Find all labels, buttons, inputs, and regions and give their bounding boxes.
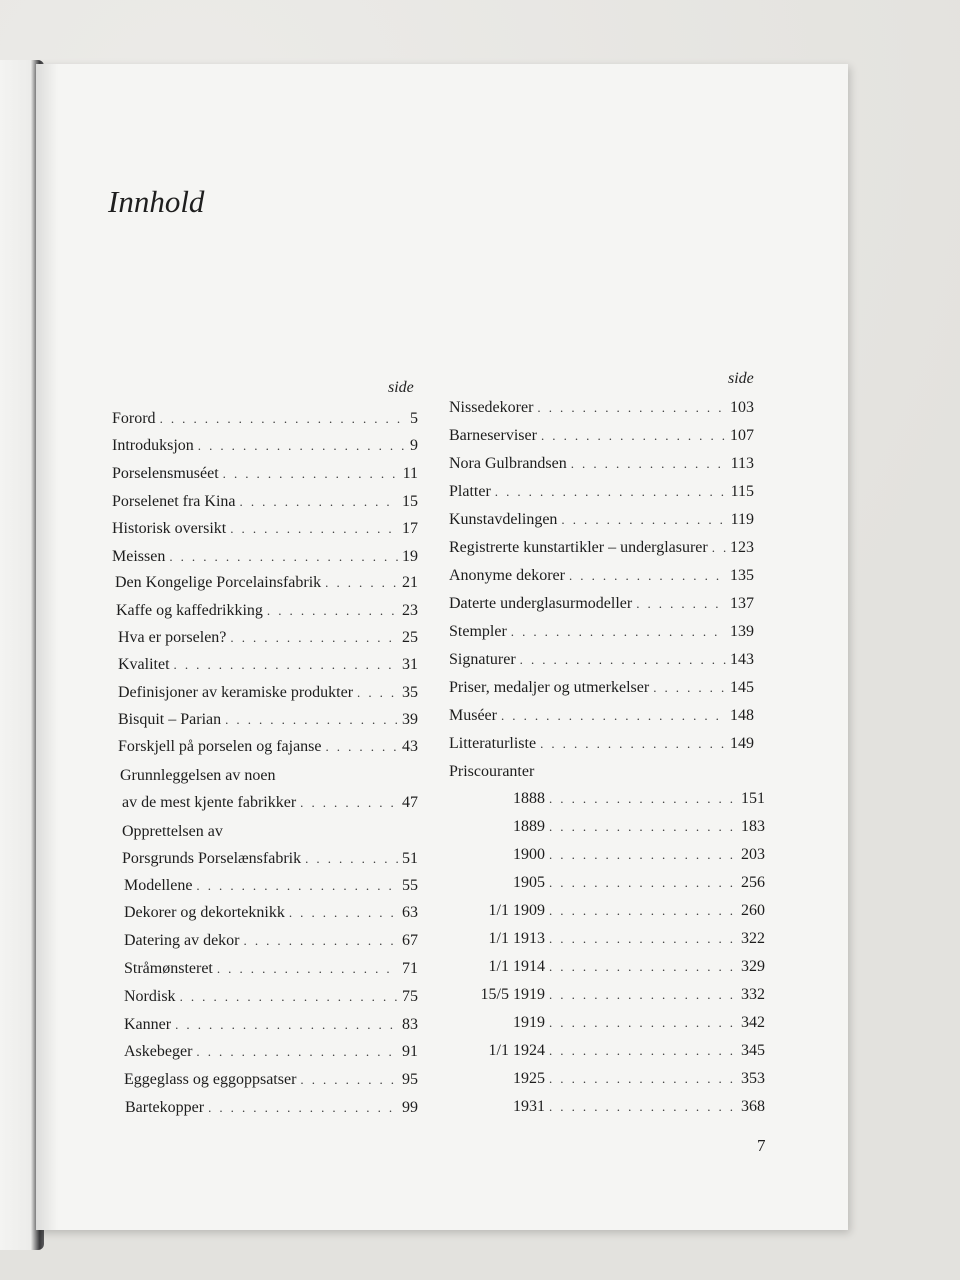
toc-row <box>470 1042 765 1064</box>
toc-page-number: 256 <box>741 874 765 891</box>
toc-entry-title: av de mest kjente fabrikker <box>122 794 297 811</box>
toc-row <box>115 574 418 596</box>
dot-leader <box>712 540 726 556</box>
toc-page-number: 107 <box>730 427 754 444</box>
toc-row <box>470 958 765 980</box>
toc-page-number: 67 <box>402 932 418 949</box>
toc-entry-title: Porselenet fra Kina <box>112 493 236 510</box>
toc-row <box>470 846 765 868</box>
right-side-label: side <box>728 370 754 387</box>
dot-leader <box>520 652 726 668</box>
toc-page-number: 322 <box>741 930 765 947</box>
toc-entry-title: Nordisk <box>124 988 176 1005</box>
dot-leader <box>244 933 398 949</box>
toc-row <box>470 1014 765 1036</box>
toc-entry-title: Porselensmuséet <box>112 465 219 482</box>
toc-row <box>449 763 754 785</box>
toc-row <box>118 738 418 760</box>
dot-leader <box>540 736 726 752</box>
toc-entry-title: Barneserviser <box>449 427 537 444</box>
toc-row <box>124 1043 418 1065</box>
toc-row <box>470 902 765 924</box>
toc-entry-title: Den Kongelige Porcelainsfabrik <box>115 574 322 591</box>
toc-page-number: 103 <box>730 399 754 416</box>
toc-row <box>122 794 418 816</box>
toc-entry-title: Bartekopper <box>125 1099 205 1116</box>
toc-entry-title: Registrerte kunstartikler – underglasurer <box>449 539 708 556</box>
dot-leader <box>325 575 398 591</box>
toc-row <box>449 427 754 449</box>
toc-page-number: 115 <box>730 483 754 500</box>
toc-entry-title: Priscouranter <box>449 763 535 780</box>
toc-page-number: 119 <box>730 511 754 528</box>
toc-entry-title: Hva er porselen? <box>118 629 227 646</box>
toc-row <box>118 656 418 678</box>
dot-leader <box>549 903 737 919</box>
toc-page-number: 99 <box>402 1099 418 1116</box>
toc-page-number: 135 <box>730 567 754 584</box>
toc-entry-title: Opprettelsen av <box>122 823 223 840</box>
dot-leader <box>537 400 726 416</box>
dot-leader <box>196 878 398 894</box>
toc-date: 1900 <box>513 846 545 863</box>
toc-page-number: 83 <box>402 1016 418 1033</box>
toc-row <box>124 988 418 1010</box>
toc-entry-title: Dekorer og dekorteknikk <box>124 904 285 921</box>
dot-leader <box>549 1099 737 1115</box>
toc-row <box>122 850 418 872</box>
toc-entry-title: Daterte underglasurmodeller <box>449 595 633 612</box>
toc-row <box>112 465 418 487</box>
toc-page-number: 11 <box>402 465 418 482</box>
toc-row <box>449 567 754 589</box>
toc-page-number: 63 <box>402 904 418 921</box>
toc-row <box>449 707 754 729</box>
toc-entry-title: Eggeglass og eggoppsatser <box>124 1071 297 1088</box>
dot-leader <box>357 685 398 701</box>
toc-page-number: 368 <box>741 1098 765 1115</box>
toc-row <box>449 399 754 421</box>
toc-row <box>470 790 765 812</box>
toc-date: 1925 <box>513 1070 545 1087</box>
toc-page-number: 260 <box>741 902 765 919</box>
toc-entry-title: Definisjoner av keramiske produkter <box>118 684 354 701</box>
dot-leader <box>169 549 398 565</box>
toc-row <box>470 986 765 1008</box>
dot-leader <box>196 1044 398 1060</box>
toc-row <box>449 679 754 701</box>
toc-date: 1888 <box>513 790 545 807</box>
dot-leader <box>549 1015 737 1031</box>
toc-row <box>118 629 418 651</box>
dot-leader <box>549 987 737 1003</box>
toc-page-number: 345 <box>741 1042 765 1059</box>
toc-row <box>449 455 754 477</box>
toc-page-number: 39 <box>402 711 418 728</box>
toc-row <box>118 684 418 706</box>
dot-leader <box>300 1072 398 1088</box>
toc-row <box>449 539 754 561</box>
dot-leader <box>561 512 726 528</box>
toc-entry-title: Kanner <box>124 1016 172 1033</box>
toc-row <box>470 930 765 952</box>
toc-page-number: 15 <box>402 493 418 510</box>
toc-row <box>118 711 418 733</box>
dot-leader <box>300 795 398 811</box>
dot-leader <box>549 931 737 947</box>
dot-leader <box>326 739 399 755</box>
toc-page-number: 19 <box>402 548 418 565</box>
toc-entry-title: Stråmønsteret <box>124 960 213 977</box>
toc-row <box>120 767 418 789</box>
toc-row <box>124 877 418 899</box>
toc-entry-title: Historisk oversikt <box>112 520 227 537</box>
dot-leader <box>549 819 737 835</box>
toc-date: 1905 <box>513 874 545 891</box>
toc-entry-title: Kunstavdelingen <box>449 511 558 528</box>
toc-date: 1/1 1913 <box>488 930 545 947</box>
toc-row <box>124 1071 418 1093</box>
toc-entry-title: Kaffe og kaffedrikking <box>116 602 263 619</box>
left-side-label: side <box>388 379 414 396</box>
dot-leader <box>267 603 398 619</box>
toc-page-number: 203 <box>741 846 765 863</box>
dot-leader <box>653 680 726 696</box>
toc-row <box>124 932 418 954</box>
toc-page-number: 329 <box>741 958 765 975</box>
dot-leader <box>549 1071 737 1087</box>
toc-row <box>125 1099 418 1121</box>
dot-leader <box>174 657 398 673</box>
toc-row <box>470 1098 765 1120</box>
toc-row <box>116 602 418 624</box>
toc-entry-title: Forskjell på porselen og fajanse <box>118 738 322 755</box>
toc-entry-title: Porsgrunds Porselænsfabrik <box>122 850 302 867</box>
toc-page-number: 137 <box>730 595 754 612</box>
page-gutter-shadow <box>36 64 58 1230</box>
toc-date: 1919 <box>513 1014 545 1031</box>
toc-page-number: 342 <box>741 1014 765 1031</box>
dot-leader <box>549 847 737 863</box>
toc-entry-title: Modellene <box>124 877 193 894</box>
toc-page-number: 31 <box>402 656 418 673</box>
dot-leader <box>549 875 737 891</box>
dot-leader <box>160 411 406 427</box>
dot-leader <box>549 791 737 807</box>
dot-leader <box>511 624 726 640</box>
toc-page-number: 143 <box>730 651 754 668</box>
toc-page-number: 43 <box>402 738 418 755</box>
toc-date: 1/1 1924 <box>488 1042 545 1059</box>
toc-row <box>449 595 754 617</box>
toc-entry-title: Askebeger <box>124 1043 193 1060</box>
dot-leader <box>217 961 398 977</box>
dot-leader <box>289 905 398 921</box>
toc-row <box>112 548 418 570</box>
dot-leader <box>569 568 726 584</box>
toc-date: 1931 <box>513 1098 545 1115</box>
toc-entry-title: Datering av dekor <box>124 932 240 949</box>
page-title: Innhold <box>108 184 205 219</box>
dot-leader <box>305 851 398 867</box>
dot-leader <box>495 484 727 500</box>
toc-page-number: 353 <box>741 1070 765 1087</box>
toc-date: 1/1 1914 <box>488 958 545 975</box>
toc-row <box>449 623 754 645</box>
toc-row <box>449 651 754 673</box>
toc-page-number: 145 <box>730 679 754 696</box>
dot-leader <box>549 1043 737 1059</box>
toc-entry-title: Nora Gulbrandsen <box>449 455 567 472</box>
dot-leader <box>230 521 398 537</box>
toc-entry-title: Kvalitet <box>118 656 170 673</box>
toc-entry-title: Anonyme dekorer <box>449 567 565 584</box>
dot-leader <box>208 1100 398 1116</box>
dot-leader <box>541 428 726 444</box>
page-number: 7 <box>757 1136 766 1155</box>
toc-row <box>449 735 754 757</box>
dot-leader <box>549 959 737 975</box>
toc-page-number: 71 <box>402 960 418 977</box>
toc-page-number: 148 <box>730 707 754 724</box>
toc-page-number: 21 <box>402 574 418 591</box>
toc-page-number: 149 <box>730 735 754 752</box>
toc-page-number: 139 <box>730 623 754 640</box>
dot-leader <box>223 466 399 482</box>
toc-page-number: 35 <box>402 684 418 701</box>
toc-page-number: 95 <box>402 1071 418 1088</box>
dot-leader <box>636 596 726 612</box>
toc-page-number: 183 <box>741 818 765 835</box>
toc-row <box>124 904 418 926</box>
toc-page-number: 332 <box>741 986 765 1003</box>
toc-date: 1/1 1909 <box>488 902 545 919</box>
toc-entry-title: Litteraturliste <box>449 735 537 752</box>
toc-page-number: 151 <box>741 790 765 807</box>
toc-entry-title: Meissen <box>112 548 166 565</box>
toc-page-number: 55 <box>402 877 418 894</box>
toc-entry-title: Priser, medaljer og utmerkelser <box>449 679 650 696</box>
toc-row <box>112 493 418 515</box>
toc-date: 15/5 1919 <box>480 986 545 1003</box>
toc-page-number: 9 <box>410 437 418 454</box>
toc-row <box>449 511 754 533</box>
toc-page-number: 113 <box>730 455 754 472</box>
toc-page-number: 75 <box>402 988 418 1005</box>
toc-row <box>112 410 418 432</box>
dot-leader <box>501 708 726 724</box>
dot-leader <box>175 1017 398 1033</box>
toc-page-number: 51 <box>402 850 418 867</box>
dot-leader <box>571 456 727 472</box>
toc-entry-title: Muséer <box>449 707 497 724</box>
toc-entry-title: Introduksjon <box>112 437 194 454</box>
toc-date: 1889 <box>513 818 545 835</box>
dot-leader <box>230 630 398 646</box>
toc-page-number: 23 <box>402 602 418 619</box>
toc-entry-title: Stempler <box>449 623 507 640</box>
toc-page-number: 17 <box>402 520 418 537</box>
toc-entry-title: Platter <box>449 483 491 500</box>
toc-page-number: 5 <box>410 410 418 427</box>
toc-entry-title: Signaturer <box>449 651 516 668</box>
toc-row <box>112 520 418 542</box>
dot-leader <box>198 438 406 454</box>
toc-page-number: 123 <box>730 539 754 556</box>
toc-row <box>449 483 754 505</box>
toc-entry-title: Grunnleggelsen av noen <box>120 767 276 784</box>
toc-entry-title: Forord <box>112 410 156 427</box>
toc-row <box>470 818 765 840</box>
toc-entry-title: Bisquit – Parian <box>118 711 222 728</box>
dot-leader <box>225 712 398 728</box>
dot-leader <box>180 989 398 1005</box>
dot-leader <box>240 494 398 510</box>
toc-row <box>112 437 418 459</box>
toc-page-number: 47 <box>402 794 418 811</box>
toc-row <box>470 1070 765 1092</box>
toc-page-number: 25 <box>402 629 418 646</box>
toc-row <box>122 823 418 845</box>
toc-entry-title: Nissedekorer <box>449 399 534 416</box>
toc-row <box>470 874 765 896</box>
toc-row <box>124 960 418 982</box>
toc-page-number: 91 <box>402 1043 418 1060</box>
toc-row <box>124 1016 418 1038</box>
